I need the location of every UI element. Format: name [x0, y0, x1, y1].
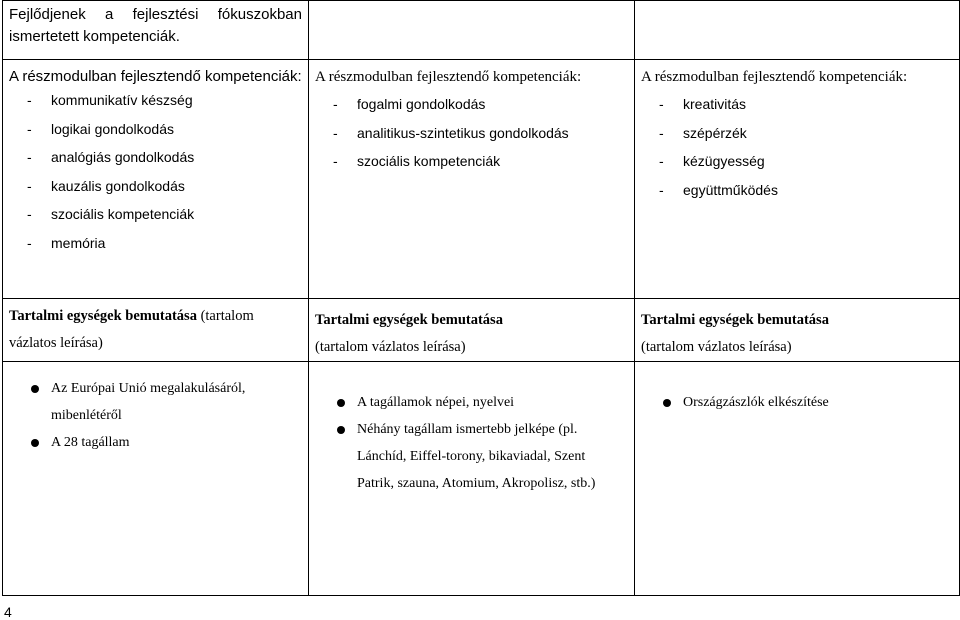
empty-cell [635, 1, 960, 60]
competence-table [2, 0, 960, 596]
bullet-icon [31, 439, 39, 447]
list-item-text: Országzászlók elkészítése [683, 395, 829, 410]
content-list [635, 389, 959, 416]
list-item: - kommunikatív készség [3, 86, 308, 115]
empty-cell [309, 1, 635, 60]
list-item: - együttműködés [635, 176, 959, 205]
competence-heading: A részmodulban fejlesztendő kompetenciák: [9, 68, 302, 85]
list-item [309, 389, 634, 416]
content-header-rest: (tartalom vázlatos leírása) [9, 308, 254, 351]
list-item [3, 375, 308, 429]
content-header-rest: (tartalom vázlatos leírása) [315, 339, 466, 355]
list-item [3, 429, 308, 456]
list-item-text: Az Európai Unió megalakulásáról, mibenlétéről [51, 381, 246, 423]
content-header-bold: Tartalmi egységek bemutatása [641, 312, 829, 328]
list-item: - logikai gondolkodás [3, 115, 308, 144]
list-item: - kreativitás [635, 90, 959, 119]
list-item: - analógiás gondolkodás [3, 143, 308, 172]
competence-cell-1 [3, 60, 309, 299]
list-item-text: A tagállamok népei, nyelvei [357, 395, 515, 410]
bullet-icon [31, 385, 39, 393]
bullet-icon [337, 399, 345, 407]
list-item: - memória [3, 229, 308, 258]
list-item: - szépérzék [635, 119, 959, 148]
list-item [309, 416, 634, 497]
content-header-cell-1 [3, 299, 309, 362]
header-line-1 [9, 4, 302, 26]
content-cell-1 [3, 362, 309, 596]
bullet-icon [337, 426, 345, 434]
list-item: - kauzális gondolkodás [3, 172, 308, 201]
list-item [635, 389, 959, 416]
competence-list [635, 90, 959, 204]
content-list [309, 389, 634, 497]
header-word: a [105, 6, 114, 23]
content-header-rest: (tartalom vázlatos leírása) [641, 339, 792, 355]
content-list [3, 375, 308, 456]
content-header-cell-2 [309, 299, 635, 362]
competence-cell-2 [309, 60, 635, 299]
page-number: 4 [4, 604, 12, 620]
header-word: Fejlődjenek [9, 6, 86, 23]
list-item-text: A 28 tagállam [51, 435, 130, 450]
header-line-2: ismertetett kompetenciák. [9, 28, 180, 45]
competence-cell-3 [635, 60, 960, 299]
header-row [3, 1, 960, 60]
content-header-bold: Tartalmi egységek bemutatása [315, 312, 503, 328]
list-item-text: Néhány tagállam ismertebb jelképe (pl. Lánchíd, Eiffel-torony, bikaviadal, Szent Patrik, szauna, Atomium, Akropolisz, stb.) [357, 422, 596, 491]
list-item: - kézügyesség [635, 147, 959, 176]
bullet-icon [663, 399, 671, 407]
content-header-row [3, 299, 960, 362]
content-cell-2 [309, 362, 635, 596]
content-header-cell-3 [635, 299, 960, 362]
competence-row [3, 60, 960, 299]
competence-heading: A részmodulban fejlesztendő kompetenciák: [315, 69, 582, 85]
content-cell-3 [635, 362, 960, 596]
competence-list [309, 90, 634, 176]
header-cell [3, 1, 309, 60]
header-word: fókuszokban [217, 6, 302, 23]
list-item: - szociális kompetenciák [3, 200, 308, 229]
competence-heading: A részmodulban fejlesztendő kompetenciák: [641, 69, 908, 85]
content-header-bold: Tartalmi egységek bemutatása [9, 308, 197, 324]
competence-list [3, 86, 308, 257]
content-row [3, 362, 960, 596]
list-item: - szociális kompetenciák [309, 147, 634, 176]
header-word: fejlesztési [132, 6, 199, 23]
list-item: - analitikus-szintetikus gondolkodás [309, 119, 634, 148]
list-item: - fogalmi gondolkodás [309, 90, 634, 119]
